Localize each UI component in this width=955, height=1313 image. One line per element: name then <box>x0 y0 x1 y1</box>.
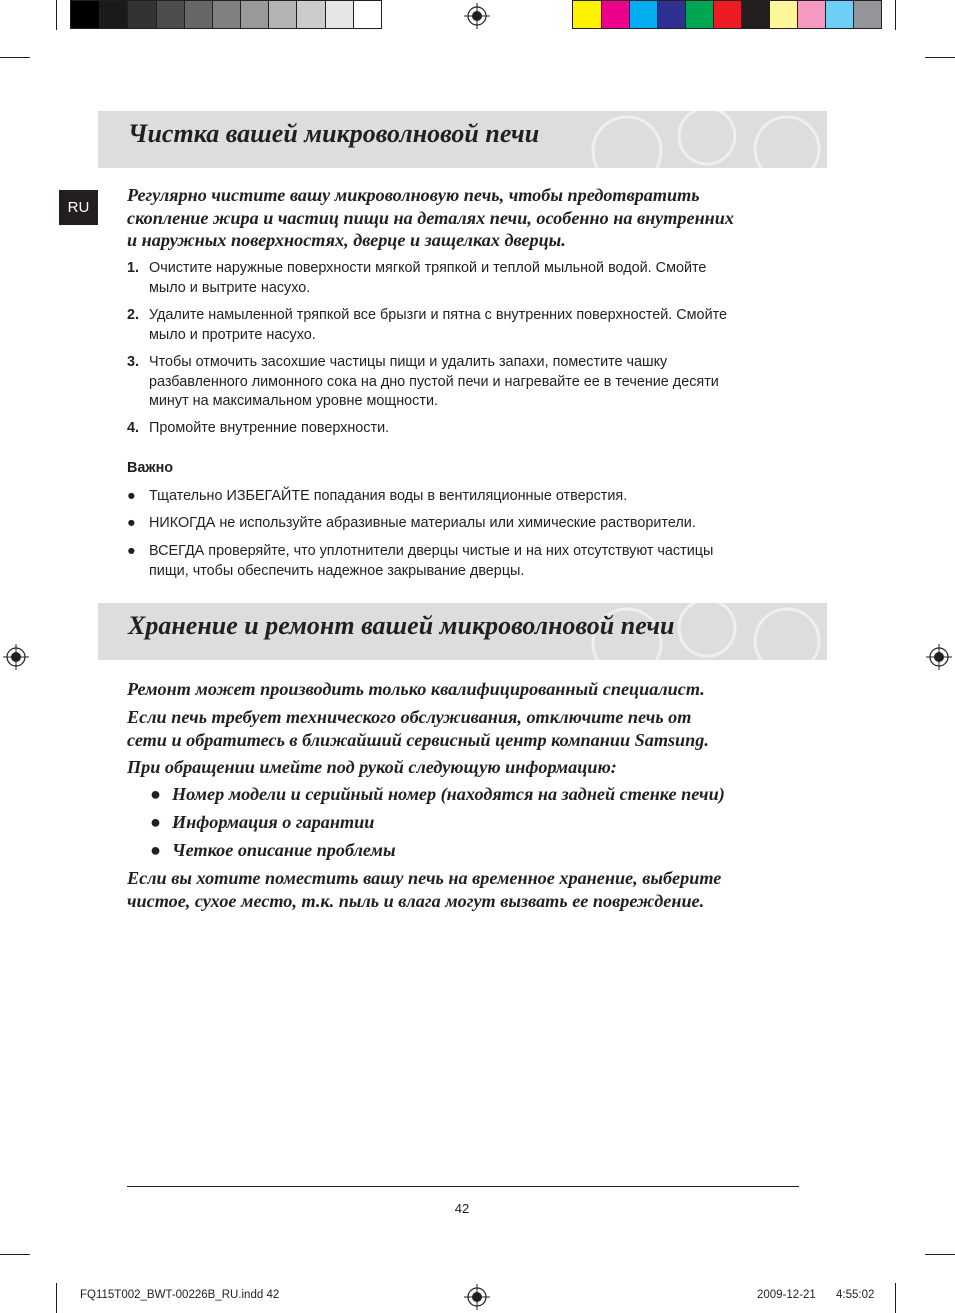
crop-mark <box>0 57 30 58</box>
page-number: 42 <box>454 1201 470 1216</box>
registration-mark-icon <box>464 3 490 29</box>
crop-mark <box>895 0 896 30</box>
gray-calibration-bar <box>70 0 382 29</box>
bullet-icon: ● <box>127 488 136 504</box>
footer-date: 2009-12-21 <box>757 1289 816 1301</box>
section-header-cleaning <box>98 111 827 168</box>
color-swatch <box>573 1 601 28</box>
color-swatch <box>184 1 212 28</box>
important-note-title: Важно <box>127 460 174 476</box>
color-swatch <box>713 1 741 28</box>
bullet-icon: ● <box>150 840 161 860</box>
step-item <box>127 419 807 439</box>
note-text: Тщательно ИЗБЕГАЙТЕ попадания воды в вентиляционные отверстия. <box>149 488 628 504</box>
crop-mark <box>56 1283 57 1313</box>
note-item <box>127 542 807 581</box>
bullet-icon: ● <box>150 784 161 804</box>
registration-mark-icon <box>464 1284 490 1310</box>
registration-mark-icon <box>3 644 29 670</box>
color-swatch <box>240 1 268 28</box>
color-swatch <box>797 1 825 28</box>
step-number: 1. <box>127 260 140 276</box>
color-swatch <box>325 1 353 28</box>
step-text: Промойте внутренние поверхности. <box>149 420 390 436</box>
service-paragraph: Если печь требует технического обслуживания, отключите печь от сети и обратитесь в ближайший сервисный центр компании Samsung. <box>127 707 709 750</box>
info-list-item: ● Информация о гарантии <box>150 812 375 832</box>
note-item <box>127 487 807 507</box>
color-swatch <box>685 1 713 28</box>
section-title: Хранение и ремонт вашей микроволновой печи <box>128 611 675 640</box>
footer-divider <box>127 1186 799 1187</box>
note-item <box>127 514 807 534</box>
decorative-tomato-icon <box>567 111 827 168</box>
color-swatch <box>853 1 881 28</box>
color-swatch <box>825 1 853 28</box>
info-list-item: ● Четкое описание проблемы <box>150 840 396 860</box>
color-swatch <box>296 1 324 28</box>
crop-mark <box>925 1254 955 1255</box>
color-swatch <box>769 1 797 28</box>
crop-mark <box>895 1283 896 1313</box>
intro-paragraph <box>127 184 807 252</box>
section-header-storage <box>98 603 827 660</box>
step-item <box>127 259 807 298</box>
note-text: ВСЕГДА проверяйте, что уплотнители дверцы чистые и на них отсутствуют частицы пищи, чтобы обеспечить надежное закрывание дверцы. <box>149 543 714 579</box>
color-swatch <box>99 1 127 28</box>
repair-paragraph: Ремонт может производить только квалифицированный специалист. <box>127 679 705 699</box>
section-title: Чистка вашей микроволновой печи <box>128 119 540 148</box>
info-list-item: ● Номер модели и серийный номер (находятся на задней стенке печи) <box>150 784 725 804</box>
step-text: Очистите наружные поверхности мягкой тряпкой и теплой мыльной водой. Смойте мыло и вытрите насухо. <box>149 260 707 296</box>
color-swatch <box>601 1 629 28</box>
color-swatch <box>127 1 155 28</box>
color-swatch <box>212 1 240 28</box>
intro-line: скопление жира и частиц пищи на деталях печи, особенно на внутренних <box>127 207 734 228</box>
intro-line: Регулярно чистите вашу микроволновую печь, чтобы предотвратить <box>127 185 700 205</box>
color-swatch <box>156 1 184 28</box>
step-text: Чтобы отмочить засохшие частицы пищи и удалить запахи, поместите чашку разбавленного лимонного сока на дно пустой печи и нагревайте ее в течение десяти минут на максимальном уровне мощности. <box>149 354 719 409</box>
step-number: 2. <box>127 307 140 323</box>
step-number: 3. <box>127 354 140 370</box>
crop-mark <box>0 1254 30 1255</box>
bullet-icon: ● <box>150 812 161 832</box>
footer-filename: FQ115T002_BWT-00226B_RU.indd 42 <box>80 1289 280 1301</box>
bullet-icon: ● <box>127 543 136 559</box>
step-number: 4. <box>127 420 140 436</box>
color-swatch <box>268 1 296 28</box>
color-swatch <box>71 1 99 28</box>
registration-mark-icon <box>926 644 952 670</box>
color-swatch <box>657 1 685 28</box>
crop-mark <box>925 57 955 58</box>
note-text: НИКОГДА не используйте абразивные материалы или химические растворители. <box>149 515 696 531</box>
color-swatch <box>629 1 657 28</box>
step-item <box>127 353 807 412</box>
language-tab: RU <box>59 190 98 225</box>
crop-mark <box>56 0 57 30</box>
color-swatch <box>741 1 769 28</box>
color-calibration-bar <box>572 0 882 29</box>
info-paragraph: При обращении имейте под рукой следующую информацию: <box>127 757 617 777</box>
bullet-icon: ● <box>127 515 136 531</box>
footer-time: 4:55:02 <box>836 1289 875 1301</box>
intro-line: и наружных поверхностях, дверце и защелках дверцы. <box>127 230 566 250</box>
step-text: Удалите намыленной тряпкой все брызги и пятна с внутренних поверхностей. Смойте мыло и протрите насухо. <box>149 307 728 343</box>
color-swatch <box>353 1 381 28</box>
step-item <box>127 306 807 345</box>
storage-paragraph: Если вы хотите поместить вашу печь на временное хранение, выберите чистое, сухое место, т.к. пыль и влага могут вызвать ее повреждение. <box>127 868 722 911</box>
